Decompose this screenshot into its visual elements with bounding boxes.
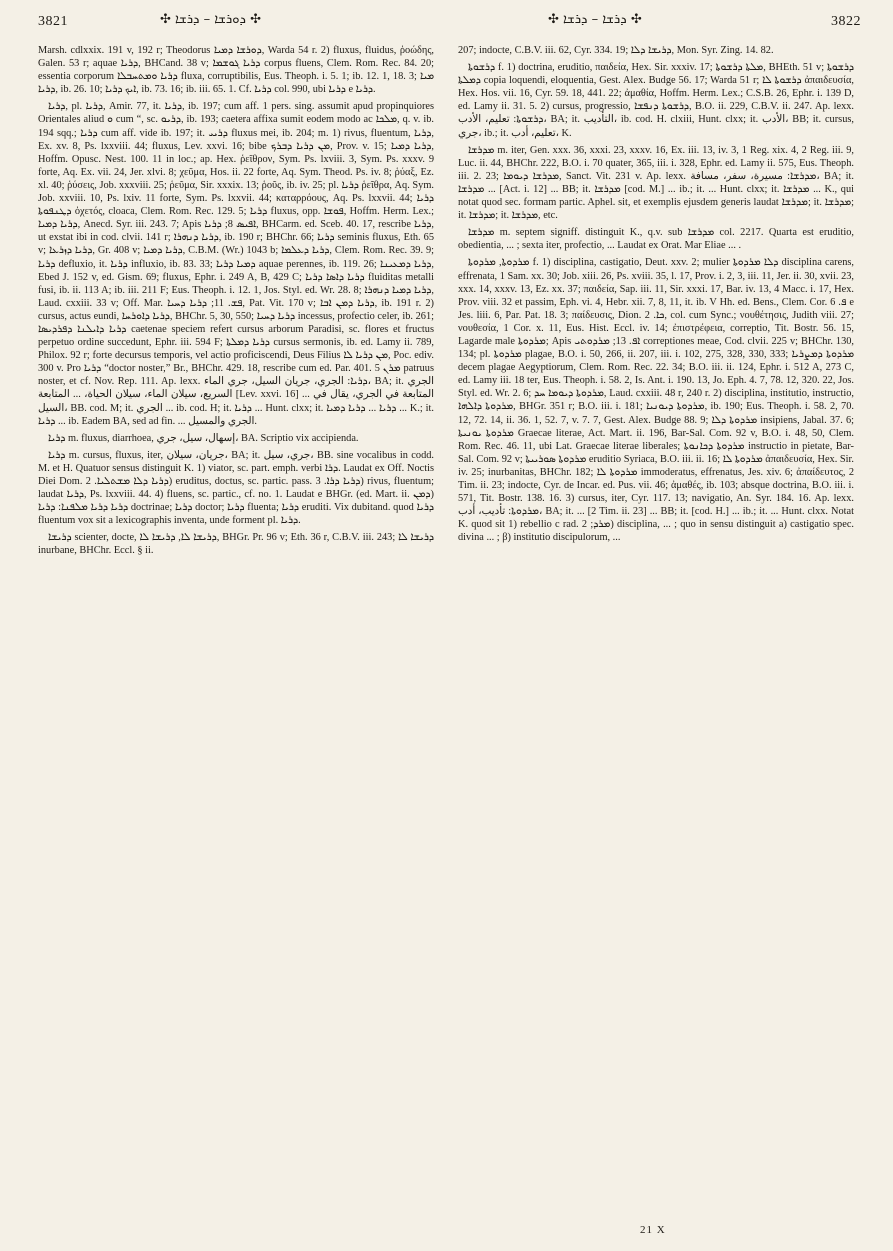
entry-paragraph: ܕܪܫܘܬܐ f. 1) doctrina, eruditio, παιδεία, Hex. Sir. xxxiv. 17; ܡܠܬܐ ܕܪܫܘܬܐ, BHEth. 51 v; ܕܪܫܘܬܐ ܕܡܠܬܐ copia loquendi, eloquentia, Gest. Alex. Budge 56. 17; Warda 51 r; ܕܪܫܘܬܐ ܠܐ ἀπαιδευσία, Hex. Hos. vii. 16, Cyr. 59. 18, 441. 22; ἀμαθία, Hoffm. Herm. Lex.; C.S.B. 26, Ephr. i. 139 D, ed. Lamy ii. 31. 5. 2) cursus, progressio, ܕܪܫܘܬܐ ܕܢܦܫܐ, B.O. ii. 229, C.B.V. ii. 247. Ap. lexx. ܕܪܫܘܬܐ: تعليم، الأدب، BA; it. التأديب، ib. cod. H. clxiii, Hunt. clxx; it. الأدب، BB; it. cursus, جري، ib.; it. تعليم، أدب، K. — [458, 62, 854, 139]
page-number-right: 3822 — [831, 14, 861, 29]
running-title-left: ✣ ܕܘܪܫܐ – ܕܪܫܐ ✣ — [160, 12, 261, 27]
entry-paragraph: ܕܪܝܐ m. cursus, fluxus, iter, جريان، سيلان، BA; it. جري، سيل، BB. sine vocalibus in codd. M. et H. Quatuor sensus distinguit K. 1) viator, sc. part. emph. verbi ܕܪܐ. Laudat ex Off. Noctis Diei Dom. ܕܪܝܐ ܕܠܐ ܡܫܬܠܝܐ. 2) eruditus, doctus, sc. partic. pass. ܕܪܝܐ ܕܪܐ. 3) rivus, fluentum; laudat ܕܪܝܐ, Ps. lxxviii. 44. 4) fluens, sc. partic., cf. no. 1. Laudat e BHGr. (ed. Mart. ii. ܕܡܢ) ܕܪܝܐ ܕܪܝܐ ܡܠܦܢܐ: ܕܪܝܐ doctrinae; ܕܪܝܐ doctor; ܕܪܝܐ fluenta; ܕܪܝܐ eruditi. Vix dubitand. quod ܕܪܝܐ fluentum vox sit a lexicographis inventa, unde forment pl. ܕܪܝܐ. — [38, 449, 434, 527]
page-header — [0, 0, 893, 40]
entry-paragraph: Marsh. cdlxxix. 191 v, 192 r; Theodorus ܕܘܪܫܐ ܕܡܝܐ, Warda 54 r. 2) fluxus, fluidus, ῥοώδης, Galen. 53 r; aquae ܕܪܝܐ, BHCand. 38 v; ܕܪܝܐ ܓܘܫܡܐ corpus fluens, Clem. Rom. Rec. 84. 20; essentia corporum ܕܪܝܐ ܘܡܬܚܒܠܐ fluxa, corruptibilis, Eus. Theoph. i. 5. 1; ib. 12. 1, 18. 3; ܡܝܐ ܕܪܝܐ, ib. 26. 10; ܐܝܟ ܕܪܝܐ, ib. 73. 16; ib. iii. 65. 1. Cf. ܕܪܝܐ col. 990, ubi ܕܪܝܐ e ܕܪܝܐ. — [38, 45, 434, 96]
entry-paragraph: ܡܪܕܘܬܐ, ܡܪܕܘܬܐ f. 1) disciplina, castigatio, Deut. xxv. 2; mulier ܕܠܐ ܡܪܕܘܬܐ disciplina carens, effrenata, 1 Sam. xx. 30; Job. xiii. 26, Ps. xviii. 35, l. 17, Prov. i. 2, 3, iii. 11, Jer. ii. 30, xvii. 23, xxx. 14, xxxv. 13, Ez. xx. 37; παιδεία, Sap. iii. 11, Sir. xxxi. 17, Bar. iv. 13, 4 Macc. i. 17, Hex. Prov. viii. 32 et passim, Eph. vi. 4, Hebr. xii. 7, 8, 11, it. ib. V Hh. ed. Bens., Clem. Cor. ܦ. 6 e Jes. liii. 6, Par. Pat. 18. 3; παίδευσις, Dion. ܟܐ. 2, col. cum Sync.; νουθέτησις, Judith viii. 27; νουθεσία, 1 Cor. x. 11, Eus. Hist. Eccl. iv. 14; ἐπιστρέφεια, correptio, Tit. Bostr. 56. 15, Lagarde male ܡܪܕܘܬܐ; Apis ܐܦ. 13; ܡܪܕܘܬܝ correptiones meae, Cod. clvii. 225 v; BHChr. 130, 134; pl. ܡܪܕܘܬܐ plagae, B.O. i. 50, 266, ii. 207, iii. i. 102, 275, 328, 330, 333; ܡܪܕܘܬܐ ܕܡܨܪܝܐ decem plagae Aegyptiorum, Clem. Rom. Rec. 22. 34; B.O. iii. ii. 124, Ephr. i. 512 A, 273 C, ed. Lamy iii. 18 ter, Eus. Theoph. i. 58. 2, Is. Ant. i. 190. 13, Jo. Eph. 4. 7, 78. 12, 320. 22, Jos. Styl. ed. Wr. 2. 6; ܡܪܕܘܬܐ ܕܝܘܡܐ ܚܕ, Laud. cxxiii. 48 r, 240 r. 2) disciplina, institutio, instructio, ܡܪܕܘܬܐ ܕܐܠܗܐ, BHGr. 351 r; B.O. iii. i. 181; ܡܪܕܘܬܐ ܕܝܘܢܝܐ, ib. 190; Eus. Theoph. i. 58. 2, 70. 12, 72. 14, ii. 36. 1, 52. 7, v. 7. 7, Gest. Alex. Budge 88. 9; ܡܪܕܘܬܐ ܕܠܐ insipiens, Jabal. 37. 6; ܡܪܕܘܬܐ ܝܘܢܝܬܐ Graecae literae, Act. Mart. ii. 196, Bar-Sal. Com. 92 v, B.O. i. 48, 50, Clem. Rom. Rec. 46. 11, ubi Lat. Graecae literae liberales; ܡܪܕܘܬܐ ܕܟܐܢܘܬܐ instructio in pietate, Bar-Sal. Com. 92 v; ܡܪܕܘܬܐ ܣܘܪܝܝܬܐ eruditio Syriaca, B.O. iii. ii. 16; ܡܪܕܘܬܐ ܠܐ ἀπαιδευσία, Hex. Sir. iv. 25; inurbanitas, BHChr. 182; ܡܪܕܘܬܐ ܠܐ immoderatus, effrenatus, Jes. xiv. 6; ἀπαίδευτος, 2 Tim. ii. 23; indocte, Cyr. de Incar. ed. Pus. vii. 46; ἀμαθές, ib. 103; absque doctrina, B.O. iii. i. 571, Tit. Bostr. 138. 16. 3) cursus, iter, Cyr. 117. 13; navigatio, An. Syr. 184. 16. Ap. lexx. ܡܪܕܘܬܐ: تأديب، أدب، BA; it. ... [2 Tim. ii. 23] ... BB; it. [cod. H.] ... ib.; it. ... Hunt. clxx. Notat K. quod sit 1) rebellio c rad. ܡܪܕ; 2) disciplina, ... ; quo in sensu distinguit a) castigatio spec. divina ... ; β) institutio discipulorum, ... — [458, 257, 854, 544]
entry-paragraph: ܡܕܪܫܐ m. septem signiff. distinguit K., q.v. sub ܡܕܪܫܐ col. 2217. Quarta est eruditio, obedientia, ... ; sexta iter, profectio, ... Laudat ex Orat. Mar Eliae ... . — [458, 227, 854, 252]
left-column — [38, 44, 434, 1222]
printer-signature: 21 X — [640, 1224, 666, 1236]
entry-paragraph: ܕܪܝܫܐ scienter, docte, ܕܪܝܫܐ ܠܐ, ܕܪܝܫܐ ܠܐ, BHGr. Pr. 96 v; Eth. 36 r, C.B.V. iii. 243; ܕܪܝܫܐ ܠܐ inurbane, BHChr. Eccl. § ii. — [38, 532, 434, 557]
running-title-right: ✣ ܕܪܫܐ – ܕܪܫܐ ✣ — [548, 12, 642, 27]
entry-paragraph: ܡܕܪܫܐ m. iter, Gen. xxx. 36, xxxi. 23, xxxv. 16, Ex. iii. 13, iv. 3, 1 Reg. xix. 4, 2 Reg. iii. 9, Luc. ii. 44, BHChr. 222, B.O. i. 70 quater, 365, iii. i. 328, Ephr. ed. Lamy ii. 575, Eus. Theoph. iii. 2. 23; ܡܕܪܫܐ ܕܝܘܡܐ, Sanct. Vit. 231 v. Ap. lexx. ܡܕܪܫܐ: مسيرة، سفر، مسافة، BA; it. ܡܕܪܫܐ ... [Act. i. 12] ... BB; it. ܡܕܪܫܐ [cod. M.] ... ib.; it. ... Hunt. clxx; it. ܡܕܪܫܐ ... K., qui notat quod sec. formam partic. Aphel. sit, et exemplis ejusdem generis laudat ܡܕܪܫܐ; it. ܡܕܪܫܐ; it. ܡܕܪܫܐ; it. ܡܕܪܫܐ, etc. — [458, 144, 854, 222]
page-number-left: 3821 — [38, 14, 68, 29]
entry-paragraph: ܕܪܝܐ m. fluxus, diarrhoea, إسهال، سيل، جري، BA. Scriptio vix accipienda. — [48, 432, 359, 444]
entry-paragraph: ܕܪܝܐ, pl. ܕܪܝܐ, Amir. 77, it. ܕܪܝܐ, ib. 197; cum aff. 1 pers. sing. assumit apud propinquiores Orientales aliud ܘ cum “, sc. ܕܪܝܘ, ib. 193; caetera affixa sumit eodem modo ac ܡܠܟܐ, q. v. ib. 194 sqq.; ܕܪܝܐ cum aff. vide ib. 197; it. ܕܪܝܝ fluxus mei, ib. 204; m. 1) rivus, fluentum, ܕܪܝܐ, Ex. xv. 8, Ps. lxxviii. 44; fluxus, Lev. xxvi. 16; bibe ܡܢ ܕܪܝܐ ܕܒܪܟ, Prov. v. 15; ܕܪܝܐ ܕܡܝܐ, Hoffm. Opusc. Nest. 100. 11 in loc.; ap. Hex. ῥεῖθρον, Sym. Ps. lxviii. 3, Sym. Ps. xxxv. 9 forte, Aq. Ex. vii. 24, Jer. xlvi. 8; χεῦμα, Hos. ii. 22 forte, Aq. Sym. Theod. Ps. iv. 8; ῥύαξ, Ez. xl. 40; ῥύσεις, Job. xxxviii. 25; ῥεῦμα, Sir. xxxix. 13; ῥοῦς, ib. iv. 25; pl. ܕܪܝܐ ῥεῖθρα, Aq. Sym. Job. xxviii. 10, Ps. lxiv. 11 forte, Sym. Ps. lxxvii. 44; καταρρόους, Aq. Ps. lxxvii. 44; ܕܪܝܐ ܕܛܢܦܘܬܐ ὀχετός, cloaca, Clem. Rom. Rec. 129. 5; ܕܪܝܐ fluxus, opp. ܦܘܫܐ, Hoffm. Herm. Lex.; ܕܪܝܐ ܕܡܝܐ, Anecd. Syr. iii. 243. 7; Apis ܐܦܝܣ 8; ܕܪܝܐ, BHCarm. ed. Sceb. 40. 17, rescribe ܕܪܝܐ, ut exstat ibi in cod. clvii. 141 r; ܕܪܝܐ ܕܢܗܪܐ, ib. 190 r; BHChr. 66; ܕܪܝܐ seminis fluxus, Eth. 65 v; ܕܪܝܐ ܕܙܪܥܐ, Gr. 408 v; ܕܪܝܐ ܕܡܝܐ, C.B.M. (Wr.) 1043 b; ܕܪܝܐ ܕܥܠܡܐ, Clem. Rom. Rec. 39. 9; ܕܪܝܐ defluxio, it. ܕܪܝܐ influxio, ib. 83. 33; ܕܡܝܐ ܕܪܝܐ aquae perennes, ib. 119. 26; ܕܪܝܐ ܕܡܥܝܢܐ, Ebed J. 152 v, ed. Gism. 69; fluxus, Ephr. i. 249 A, B, 429 C; ܕܪܝܐ ܕܐܣܐ ܕܪܝܐ fluiditas metalli fusi, ib. ii. 113 A; ib. iii. 211 F; Eus. Theoph. i. 12. 1, Jos. Styl. ed. Wr. 28. 8; ܕܪܝܐ ܕܡܝܐ ܕܢܗܪܐ, Laud. cxxiii. 33 v; Off. Mar. ܦܫ. 11; ܕܪܝܐ ܕܚܝܐ, Pat. Vit. 170 v; ܕܪܝܐ ܕܡܢ ܐܒܐ, ib. 191 r. 2) cursus, actus eundi, ܕܪܝܐ ܕܐܘܪܚܐ, BHChr. 5, 30, 550; ܕܪܝܐ ܕܚܝܐ incessus, profectio celer, ib. 261; ܕܪܝܐ ܕܐܝܠܢܐ ܕܦܪܕܝܣܐ caetenae speciem refert cursus arborum Paradisi, sc. flores et fructus perpetuo ordine succedunt, Ephr. iii. 594 F; ܕܪܝܐ ܕܡܠܬܐ cursus sermonis, ib. ed. Lamy ii. 789, Philox. 92 r; forte decursus temporis, vel actio proficiscendi, Deus Filius ܡܢ ܕܪܝܐ ܠܐ, Poc. ediv. 300 v. Pro ܕܪܝܐ “doctor noster,” Br., BHChr. 429. 18, rescribe cum ed. Par. 401. 5 ܡܪܢ patruus noster, et cf. Nov. Rep. 111. Ap. lexx. ܕܪܝܐ: الجري، جريان السيل، جري الماء، BA; it. الجري السريع، سيلان الماء، سيلان الحياة، ... المتابعة [Lev. xxvi. 16] ... المتابعة في الجري، يقال في السيل، BB. cod. M; it. الجري ... ib. cod. H; it. ܕܪܝܐ ... Hunt. clxx; it. ܕܪܝܐ ... ܕܪܝܐ ܕܡܝܐ ... K.; it. ܕܪܝܐ ... ib. Eadem BA, sed ad fin. ... الجري والمسيل. — [38, 101, 434, 427]
right-column — [458, 44, 854, 1222]
entry-paragraph: 207; indocte, C.B.V. iii. 62, Cyr. 334. 19; ܕܪܝܫܐ ܕܠܐ, Mon. Syr. Zing. 14. 82. — [458, 45, 774, 56]
